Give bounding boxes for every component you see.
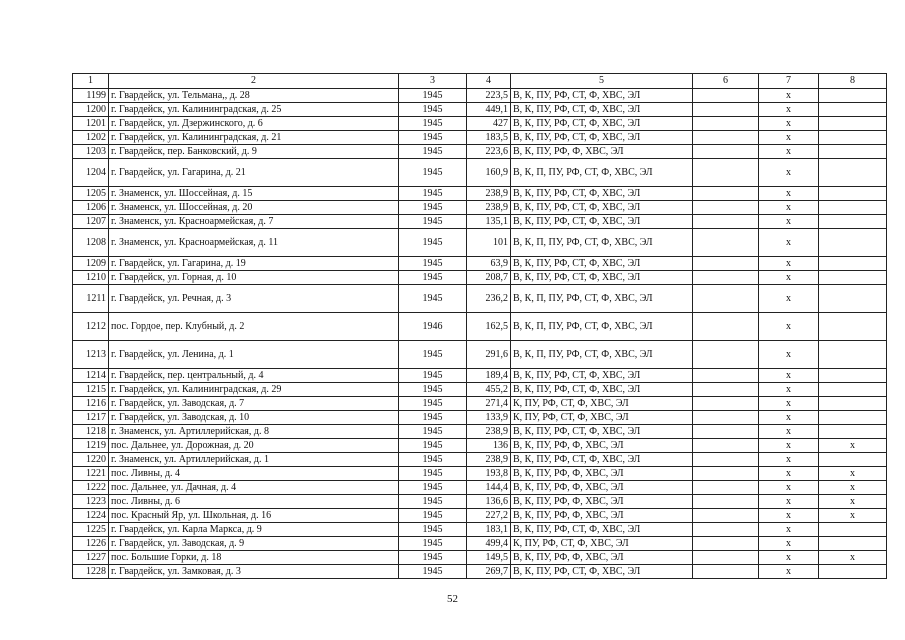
year-cell: 1945 (399, 397, 467, 411)
col8-mark-cell: х (819, 495, 887, 509)
area-cell: 238,9 (467, 187, 511, 201)
col8-mark-cell (819, 131, 887, 145)
header-row (73, 74, 887, 89)
address-cell: г. Знаменск, ул. Красноармейская, д. 7 (109, 215, 399, 229)
col6-cell (693, 551, 759, 565)
area-cell: 238,9 (467, 201, 511, 215)
col6-cell (693, 145, 759, 159)
col8-mark-cell (819, 425, 887, 439)
year-cell: 1945 (399, 481, 467, 495)
row-number-cell: 1203 (73, 145, 109, 159)
area-cell: 208,7 (467, 271, 511, 285)
col7-mark-cell: х (759, 467, 819, 481)
systems-cell: В, К, П, ПУ, РФ, СТ, Ф, ХВС, ЭЛ (511, 229, 693, 257)
table-row (73, 467, 887, 481)
address-cell: пос. Дальнее, ул. Дачная, д. 4 (109, 481, 399, 495)
col6-cell (693, 383, 759, 397)
address-cell: г. Гвардейск, ул. Заводская, д. 9 (109, 537, 399, 551)
address-cell: г. Гвардейск, ул. Замковая, д. 3 (109, 565, 399, 579)
address-cell: г. Гвардейск, ул. Гагарина, д. 19 (109, 257, 399, 271)
col6-cell (693, 271, 759, 285)
col7-mark-cell: х (759, 369, 819, 383)
col8-mark-cell (819, 215, 887, 229)
address-cell: пос. Дальнее, ул. Дорожная, д. 20 (109, 439, 399, 453)
col8-mark-cell (819, 341, 887, 369)
systems-cell: В, К, ПУ, РФ, СТ, Ф, ХВС, ЭЛ (511, 201, 693, 215)
row-number-cell: 1215 (73, 383, 109, 397)
systems-cell: В, К, ПУ, РФ, СТ, Ф, ХВС, ЭЛ (511, 257, 693, 271)
year-cell: 1945 (399, 551, 467, 565)
col8-mark-cell: х (819, 439, 887, 453)
col8-mark-cell (819, 257, 887, 271)
year-cell: 1945 (399, 145, 467, 159)
systems-cell: В, К, ПУ, РФ, СТ, Ф, ХВС, ЭЛ (511, 117, 693, 131)
col6-cell (693, 495, 759, 509)
area-cell: 101 (467, 229, 511, 257)
col6-cell (693, 159, 759, 187)
col8-mark-cell (819, 271, 887, 285)
address-cell: г. Знаменск, ул. Красноармейская, д. 11 (109, 229, 399, 257)
col7-mark-cell: х (759, 495, 819, 509)
table-row (73, 481, 887, 495)
address-cell: пос. Большие Горки, д. 18 (109, 551, 399, 565)
area-cell: 449,1 (467, 103, 511, 117)
row-number-cell: 1207 (73, 215, 109, 229)
systems-cell: В, К, ПУ, РФ, СТ, Ф, ХВС, ЭЛ (511, 271, 693, 285)
systems-cell: В, К, ПУ, РФ, Ф, ХВС, ЭЛ (511, 439, 693, 453)
row-number-cell: 1226 (73, 537, 109, 551)
row-number-cell: 1208 (73, 229, 109, 257)
col6-cell (693, 425, 759, 439)
area-cell: 160,9 (467, 159, 511, 187)
systems-cell: В, К, ПУ, РФ, СТ, Ф, ХВС, ЭЛ (511, 103, 693, 117)
col7-mark-cell: х (759, 257, 819, 271)
row-number-cell: 1228 (73, 565, 109, 579)
year-cell: 1945 (399, 467, 467, 481)
systems-cell: В, К, ПУ, РФ, Ф, ХВС, ЭЛ (511, 509, 693, 523)
col7-mark-cell: х (759, 201, 819, 215)
header-cell-5: 5 (511, 74, 693, 89)
col8-mark-cell (819, 145, 887, 159)
table-row (73, 313, 887, 341)
col7-mark-cell: х (759, 397, 819, 411)
address-cell: г. Знаменск, ул. Шоссейная, д. 20 (109, 201, 399, 215)
systems-cell: В, К, П, ПУ, РФ, СТ, Ф, ХВС, ЭЛ (511, 341, 693, 369)
area-cell: 269,7 (467, 565, 511, 579)
systems-cell: В, К, ПУ, РФ, Ф, ХВС, ЭЛ (511, 145, 693, 159)
area-cell: 271,4 (467, 397, 511, 411)
address-cell: г. Гвардейск, ул. Карла Маркса, д. 9 (109, 523, 399, 537)
col6-cell (693, 481, 759, 495)
year-cell: 1945 (399, 89, 467, 103)
systems-cell: В, К, ПУ, РФ, СТ, Ф, ХВС, ЭЛ (511, 383, 693, 397)
systems-cell: В, К, ПУ, РФ, Ф, ХВС, ЭЛ (511, 551, 693, 565)
year-cell: 1945 (399, 201, 467, 215)
col6-cell (693, 523, 759, 537)
systems-cell: В, К, ПУ, РФ, Ф, ХВС, ЭЛ (511, 467, 693, 481)
row-number-cell: 1202 (73, 131, 109, 145)
year-cell: 1946 (399, 313, 467, 341)
row-number-cell: 1204 (73, 159, 109, 187)
col6-cell (693, 509, 759, 523)
col8-mark-cell (819, 89, 887, 103)
area-cell: 136 (467, 439, 511, 453)
systems-cell: В, К, ПУ, РФ, СТ, Ф, ХВС, ЭЛ (511, 425, 693, 439)
systems-cell: В, К, ПУ, РФ, СТ, Ф, ХВС, ЭЛ (511, 453, 693, 467)
systems-cell: К, ПУ, РФ, СТ, Ф, ХВС, ЭЛ (511, 397, 693, 411)
table-row (73, 103, 887, 117)
systems-cell: К, ПУ, РФ, СТ, Ф, ХВС, ЭЛ (511, 411, 693, 425)
systems-cell: В, К, ПУ, РФ, СТ, Ф, ХВС, ЭЛ (511, 523, 693, 537)
col8-mark-cell (819, 523, 887, 537)
col7-mark-cell: х (759, 425, 819, 439)
col8-mark-cell (819, 117, 887, 131)
table-row (73, 551, 887, 565)
col6-cell (693, 397, 759, 411)
col8-mark-cell (819, 537, 887, 551)
col7-mark-cell: х (759, 453, 819, 467)
col7-mark-cell: х (759, 215, 819, 229)
table-row (73, 537, 887, 551)
address-cell: пос. Ливны, д. 6 (109, 495, 399, 509)
table-row (73, 201, 887, 215)
header-cell-7: 7 (759, 74, 819, 89)
col6-cell (693, 453, 759, 467)
col7-mark-cell: х (759, 131, 819, 145)
col7-mark-cell: х (759, 439, 819, 453)
year-cell: 1945 (399, 565, 467, 579)
col6-cell (693, 117, 759, 131)
page-number: 52 (447, 593, 458, 605)
col8-mark-cell (819, 229, 887, 257)
year-cell: 1945 (399, 369, 467, 383)
col6-cell (693, 215, 759, 229)
row-number-cell: 1227 (73, 551, 109, 565)
row-number-cell: 1224 (73, 509, 109, 523)
col7-mark-cell: х (759, 523, 819, 537)
col6-cell (693, 467, 759, 481)
address-cell: г. Гвардейск, ул. Гагарина, д. 21 (109, 159, 399, 187)
area-cell: 183,5 (467, 131, 511, 145)
year-cell: 1945 (399, 285, 467, 313)
table-row (73, 271, 887, 285)
row-number-cell: 1210 (73, 271, 109, 285)
address-cell: г. Гвардейск, ул. Речная, д. 3 (109, 285, 399, 313)
table-row (73, 285, 887, 313)
year-cell: 1945 (399, 509, 467, 523)
col6-cell (693, 229, 759, 257)
table-row (73, 215, 887, 229)
row-number-cell: 1222 (73, 481, 109, 495)
col8-mark-cell: х (819, 467, 887, 481)
col7-mark-cell: х (759, 285, 819, 313)
col8-mark-cell (819, 313, 887, 341)
address-cell: г. Гвардейск, ул. Дзержинского, д. 6 (109, 117, 399, 131)
year-cell: 1945 (399, 453, 467, 467)
row-number-cell: 1201 (73, 117, 109, 131)
area-cell: 455,2 (467, 383, 511, 397)
area-cell: 223,5 (467, 89, 511, 103)
col8-mark-cell (819, 397, 887, 411)
row-number-cell: 1200 (73, 103, 109, 117)
row-number-cell: 1220 (73, 453, 109, 467)
col8-mark-cell (819, 383, 887, 397)
systems-cell: В, К, ПУ, РФ, СТ, Ф, ХВС, ЭЛ (511, 131, 693, 145)
col6-cell (693, 285, 759, 313)
year-cell: 1945 (399, 495, 467, 509)
col8-mark-cell (819, 411, 887, 425)
row-number-cell: 1206 (73, 201, 109, 215)
area-cell: 223,6 (467, 145, 511, 159)
col8-mark-cell (819, 187, 887, 201)
address-cell: пос. Гордое, пер. Клубный, д. 2 (109, 313, 399, 341)
year-cell: 1945 (399, 159, 467, 187)
area-cell: 135,1 (467, 215, 511, 229)
col7-mark-cell: х (759, 565, 819, 579)
table-row (73, 523, 887, 537)
area-cell: 183,1 (467, 523, 511, 537)
systems-cell: В, К, ПУ, РФ, СТ, Ф, ХВС, ЭЛ (511, 187, 693, 201)
row-number-cell: 1218 (73, 425, 109, 439)
area-cell: 136,6 (467, 495, 511, 509)
table-row (73, 145, 887, 159)
col8-mark-cell (819, 285, 887, 313)
col6-cell (693, 313, 759, 341)
year-cell: 1945 (399, 523, 467, 537)
table-row (73, 411, 887, 425)
row-number-cell: 1212 (73, 313, 109, 341)
col8-mark-cell (819, 453, 887, 467)
systems-cell: В, К, ПУ, РФ, Ф, ХВС, ЭЛ (511, 481, 693, 495)
col7-mark-cell: х (759, 551, 819, 565)
table-row (73, 369, 887, 383)
housing-table (72, 73, 887, 579)
col6-cell (693, 103, 759, 117)
systems-cell: К, ПУ, РФ, СТ, Ф, ХВС, ЭЛ (511, 537, 693, 551)
col7-mark-cell: х (759, 103, 819, 117)
header-cell-2: 2 (109, 74, 399, 89)
table-row (73, 257, 887, 271)
area-cell: 238,9 (467, 453, 511, 467)
table-row (73, 131, 887, 145)
row-number-cell: 1213 (73, 341, 109, 369)
year-cell: 1945 (399, 229, 467, 257)
systems-cell: В, К, ПУ, РФ, СТ, Ф, ХВС, ЭЛ (511, 369, 693, 383)
table-row (73, 89, 887, 103)
year-cell: 1945 (399, 439, 467, 453)
col8-mark-cell: х (819, 509, 887, 523)
area-cell: 236,2 (467, 285, 511, 313)
area-cell: 291,6 (467, 341, 511, 369)
row-number-cell: 1205 (73, 187, 109, 201)
col6-cell (693, 341, 759, 369)
col8-mark-cell (819, 159, 887, 187)
address-cell: г. Гвардейск, ул. Заводская, д. 10 (109, 411, 399, 425)
col7-mark-cell: х (759, 313, 819, 341)
year-cell: 1945 (399, 425, 467, 439)
year-cell: 1945 (399, 537, 467, 551)
systems-cell: В, К, П, ПУ, РФ, СТ, Ф, ХВС, ЭЛ (511, 285, 693, 313)
address-cell: г. Гвардейск, ул. Горная, д. 10 (109, 271, 399, 285)
col7-mark-cell: х (759, 481, 819, 495)
address-cell: пос. Ливны, д. 4 (109, 467, 399, 481)
address-cell: г. Знаменск, ул. Артиллерийская, д. 1 (109, 453, 399, 467)
address-cell: г. Знаменск, ул. Шоссейная, д. 15 (109, 187, 399, 201)
table-row (73, 159, 887, 187)
row-number-cell: 1221 (73, 467, 109, 481)
year-cell: 1945 (399, 131, 467, 145)
col8-mark-cell (819, 103, 887, 117)
address-cell: г. Знаменск, ул. Артиллерийская, д. 8 (109, 425, 399, 439)
table-row (73, 341, 887, 369)
col8-mark-cell: х (819, 481, 887, 495)
systems-cell: В, К, ПУ, РФ, СТ, Ф, ХВС, ЭЛ (511, 89, 693, 103)
area-cell: 193,8 (467, 467, 511, 481)
col7-mark-cell: х (759, 271, 819, 285)
row-number-cell: 1209 (73, 257, 109, 271)
systems-cell: В, К, ПУ, РФ, Ф, ХВС, ЭЛ (511, 495, 693, 509)
year-cell: 1945 (399, 257, 467, 271)
year-cell: 1945 (399, 411, 467, 425)
col6-cell (693, 131, 759, 145)
year-cell: 1945 (399, 117, 467, 131)
col6-cell (693, 257, 759, 271)
address-cell: г. Гвардейск, ул. Тельмана,, д. 28 (109, 89, 399, 103)
area-cell: 133,9 (467, 411, 511, 425)
address-cell: г. Гвардейск, ул. Калининградская, д. 29 (109, 383, 399, 397)
address-cell: г. Гвардейск, ул. Калининградская, д. 21 (109, 131, 399, 145)
row-number-cell: 1223 (73, 495, 109, 509)
address-cell: г. Гвардейск, ул. Заводская, д. 7 (109, 397, 399, 411)
row-number-cell: 1219 (73, 439, 109, 453)
col6-cell (693, 187, 759, 201)
row-number-cell: 1211 (73, 285, 109, 313)
area-cell: 162,5 (467, 313, 511, 341)
address-cell: г. Гвардейск, ул. Калининградская, д. 25 (109, 103, 399, 117)
address-cell: г. Гвардейск, пер. Банковский, д. 9 (109, 145, 399, 159)
col7-mark-cell: х (759, 341, 819, 369)
col7-mark-cell: х (759, 89, 819, 103)
table-row (73, 117, 887, 131)
header-cell-8: 8 (819, 74, 887, 89)
systems-cell: В, К, П, ПУ, РФ, СТ, Ф, ХВС, ЭЛ (511, 159, 693, 187)
year-cell: 1945 (399, 341, 467, 369)
col7-mark-cell: х (759, 509, 819, 523)
table-row (73, 187, 887, 201)
table-row (73, 425, 887, 439)
header-cell-4: 4 (467, 74, 511, 89)
table-row (73, 439, 887, 453)
table-row (73, 495, 887, 509)
table-row (73, 565, 887, 579)
col6-cell (693, 537, 759, 551)
col6-cell (693, 89, 759, 103)
area-cell: 63,9 (467, 257, 511, 271)
area-cell: 227,2 (467, 509, 511, 523)
col8-mark-cell (819, 369, 887, 383)
row-number-cell: 1217 (73, 411, 109, 425)
year-cell: 1945 (399, 271, 467, 285)
col7-mark-cell: х (759, 145, 819, 159)
col7-mark-cell: х (759, 411, 819, 425)
table-row (73, 453, 887, 467)
systems-cell: В, К, ПУ, РФ, СТ, Ф, ХВС, ЭЛ (511, 215, 693, 229)
col8-mark-cell (819, 201, 887, 215)
col8-mark-cell (819, 565, 887, 579)
row-number-cell: 1216 (73, 397, 109, 411)
area-cell: 499,4 (467, 537, 511, 551)
year-cell: 1945 (399, 103, 467, 117)
systems-cell: В, К, П, ПУ, РФ, СТ, Ф, ХВС, ЭЛ (511, 313, 693, 341)
col8-mark-cell: х (819, 551, 887, 565)
year-cell: 1945 (399, 383, 467, 397)
table-row (73, 397, 887, 411)
table-row (73, 383, 887, 397)
table-row (73, 509, 887, 523)
col6-cell (693, 439, 759, 453)
area-cell: 427 (467, 117, 511, 131)
address-cell: г. Гвардейск, ул. Ленина, д. 1 (109, 341, 399, 369)
year-cell: 1945 (399, 187, 467, 201)
col7-mark-cell: х (759, 187, 819, 201)
header-cell-3: 3 (399, 74, 467, 89)
row-number-cell: 1199 (73, 89, 109, 103)
col6-cell (693, 201, 759, 215)
header-cell-1: 1 (73, 74, 109, 89)
col7-mark-cell: х (759, 537, 819, 551)
area-cell: 238,9 (467, 425, 511, 439)
address-cell: г. Гвардейск, пер. центральный, д. 4 (109, 369, 399, 383)
area-cell: 189,4 (467, 369, 511, 383)
area-cell: 149,5 (467, 551, 511, 565)
col6-cell (693, 565, 759, 579)
row-number-cell: 1214 (73, 369, 109, 383)
col7-mark-cell: х (759, 229, 819, 257)
address-cell: пос. Красный Яр, ул. Школьная, д. 16 (109, 509, 399, 523)
col6-cell (693, 411, 759, 425)
col7-mark-cell: х (759, 383, 819, 397)
header-cell-6: 6 (693, 74, 759, 89)
area-cell: 144,4 (467, 481, 511, 495)
table-row (73, 229, 887, 257)
col7-mark-cell: х (759, 159, 819, 187)
col6-cell (693, 369, 759, 383)
col7-mark-cell: х (759, 117, 819, 131)
row-number-cell: 1225 (73, 523, 109, 537)
systems-cell: В, К, ПУ, РФ, СТ, Ф, ХВС, ЭЛ (511, 565, 693, 579)
year-cell: 1945 (399, 215, 467, 229)
